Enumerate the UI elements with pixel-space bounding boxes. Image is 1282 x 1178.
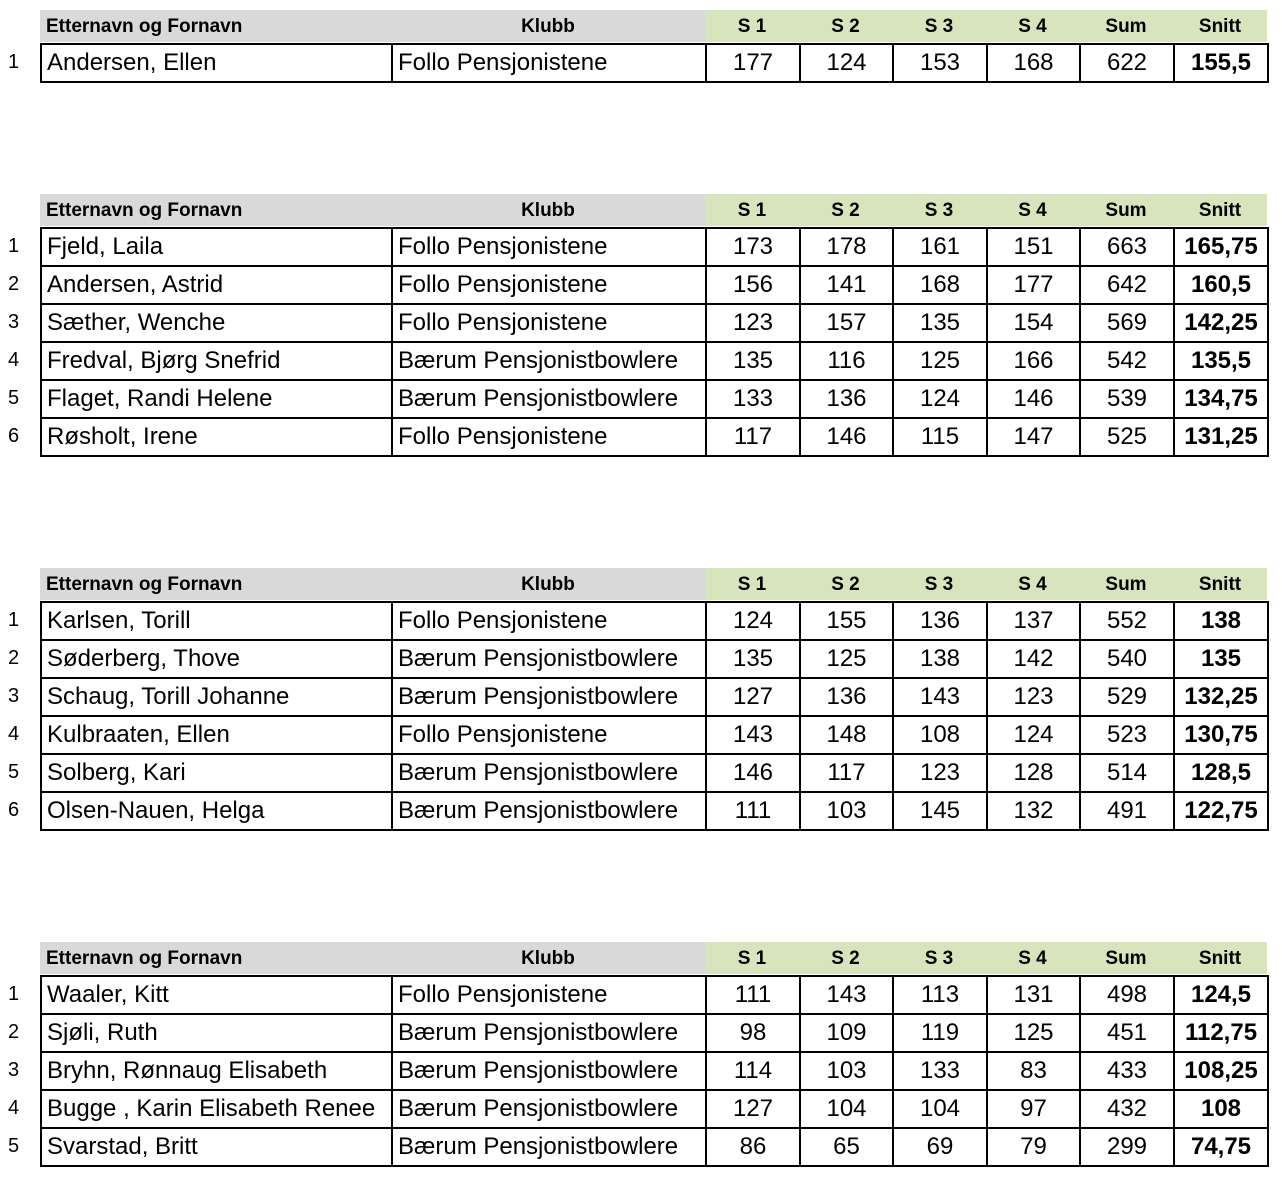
series-score-s4: 124 [987,716,1080,754]
average-score: 108 [1174,1090,1268,1128]
club-name: Bærum Pensjonistbowlere [392,1128,706,1166]
header-s1: S 1 [705,194,799,226]
series-score-s3: 119 [893,1014,987,1052]
series-score-s1: 86 [706,1128,800,1166]
club-name: Follo Pensjonistene [392,716,706,754]
table-row [41,792,1268,830]
series-score-s2: 143 [800,976,893,1014]
series-score-s1: 111 [706,976,800,1014]
series-score-s2: 157 [800,304,893,342]
sum-score: 622 [1080,44,1174,82]
series-score-s4: 147 [987,418,1080,456]
table-row [41,1014,1268,1052]
series-score-s1: 135 [706,342,800,380]
series-score-s1: 135 [706,640,800,678]
header-s3: S 3 [892,568,986,600]
series-score-s4: 177 [987,266,1080,304]
player-name: Bugge , Karin Elisabeth Renee [41,1090,392,1128]
player-name: Sjøli, Ruth [41,1014,392,1052]
rank-number: 4 [8,723,20,745]
average-score: 74,75 [1174,1128,1268,1166]
series-score-s2: 65 [800,1128,893,1166]
club-name: Follo Pensjonistene [392,976,706,1014]
average-score: 135,5 [1174,342,1268,380]
series-score-s4: 142 [987,640,1080,678]
series-score-s1: 98 [706,1014,800,1052]
series-score-s1: 117 [706,418,800,456]
player-name: Røsholt, Irene [41,418,392,456]
results-table [40,227,1269,457]
series-score-s4: 166 [987,342,1080,380]
average-score: 160,5 [1174,266,1268,304]
header-s3: S 3 [892,10,986,42]
series-score-s2: 124 [800,44,893,82]
rank-number: 1 [8,983,20,1005]
results-section [0,568,1282,833]
series-score-s2: 103 [800,792,893,830]
rank-number: 5 [8,1135,20,1157]
series-score-s2: 116 [800,342,893,380]
player-name: Fjeld, Laila [41,228,392,266]
sum-score: 432 [1080,1090,1174,1128]
club-name: Follo Pensjonistene [392,228,706,266]
series-score-s1: 123 [706,304,800,342]
rank-number: 2 [8,273,20,295]
header-s2: S 2 [799,568,892,600]
series-score-s4: 131 [987,976,1080,1014]
sum-score: 529 [1080,678,1174,716]
club-name: Follo Pensjonistene [392,418,706,456]
average-score: 124,5 [1174,976,1268,1014]
series-score-s4: 168 [987,44,1080,82]
player-name: Andersen, Astrid [41,266,392,304]
series-score-s2: 103 [800,1052,893,1090]
series-score-s3: 161 [893,228,987,266]
sum-score: 451 [1080,1014,1174,1052]
series-score-s2: 148 [800,716,893,754]
series-score-s4: 83 [987,1052,1080,1090]
club-name: Bærum Pensjonistbowlere [392,754,706,792]
club-name: Bærum Pensjonistbowlere [392,792,706,830]
series-score-s2: 178 [800,228,893,266]
player-name: Andersen, Ellen [41,44,392,82]
player-name: Fredval, Bjørg Snefrid [41,342,392,380]
average-score: 155,5 [1174,44,1268,82]
average-score: 131,25 [1174,418,1268,456]
series-score-s3: 125 [893,342,987,380]
header-club: Klubb [391,10,705,42]
average-score: 165,75 [1174,228,1268,266]
rank-number: 6 [8,425,20,447]
table-header [40,942,1267,974]
header-s2: S 2 [799,10,892,42]
rank-number: 4 [8,1097,20,1119]
header-name: Etternavn og Fornavn [40,194,391,226]
series-score-s3: 108 [893,716,987,754]
series-score-s3: 135 [893,304,987,342]
club-name: Follo Pensjonistene [392,602,706,640]
series-score-s4: 79 [987,1128,1080,1166]
sum-score: 663 [1080,228,1174,266]
header-avg: Snitt [1173,10,1267,42]
header-sum: Sum [1079,10,1173,42]
header-sum: Sum [1079,568,1173,600]
average-score: 135 [1174,640,1268,678]
series-score-s4: 137 [987,602,1080,640]
table-row [41,678,1268,716]
table-row [41,380,1268,418]
sum-score: 491 [1080,792,1174,830]
series-score-s1: 111 [706,792,800,830]
series-score-s3: 115 [893,418,987,456]
series-score-s2: 146 [800,418,893,456]
player-name: Karlsen, Torill [41,602,392,640]
sum-score: 433 [1080,1052,1174,1090]
player-name: Kulbraaten, Ellen [41,716,392,754]
series-score-s3: 69 [893,1128,987,1166]
header-s1: S 1 [705,568,799,600]
rank-number: 1 [8,235,20,257]
rank-number: 2 [8,1021,20,1043]
sum-score: 539 [1080,380,1174,418]
series-score-s2: 104 [800,1090,893,1128]
series-score-s2: 125 [800,640,893,678]
club-name: Follo Pensjonistene [392,304,706,342]
sum-score: 525 [1080,418,1174,456]
player-name: Solberg, Kari [41,754,392,792]
table-row [41,342,1268,380]
sum-score: 569 [1080,304,1174,342]
series-score-s1: 146 [706,754,800,792]
player-name: Olsen-Nauen, Helga [41,792,392,830]
series-score-s3: 104 [893,1090,987,1128]
table-row [41,976,1268,1014]
player-name: Bryhn, Rønnaug Elisabeth [41,1052,392,1090]
series-score-s4: 128 [987,754,1080,792]
header-s4: S 4 [986,10,1079,42]
sum-score: 542 [1080,342,1174,380]
results-section [0,942,1282,1169]
club-name: Bærum Pensjonistbowlere [392,342,706,380]
series-score-s2: 117 [800,754,893,792]
club-name: Bærum Pensjonistbowlere [392,1014,706,1052]
series-score-s3: 153 [893,44,987,82]
table-row [41,716,1268,754]
header-club: Klubb [391,568,705,600]
series-score-s1: 133 [706,380,800,418]
player-name: Schaug, Torill Johanne [41,678,392,716]
series-score-s2: 155 [800,602,893,640]
series-score-s1: 143 [706,716,800,754]
table-row [41,418,1268,456]
table-row [41,266,1268,304]
series-score-s3: 124 [893,380,987,418]
series-score-s3: 136 [893,602,987,640]
club-name: Follo Pensjonistene [392,44,706,82]
average-score: 128,5 [1174,754,1268,792]
table-row [41,44,1268,82]
sum-score: 498 [1080,976,1174,1014]
rank-number: 2 [8,647,20,669]
sum-score: 523 [1080,716,1174,754]
series-score-s1: 177 [706,44,800,82]
series-score-s4: 97 [987,1090,1080,1128]
results-table [40,43,1269,83]
rank-number: 5 [8,761,20,783]
series-score-s2: 136 [800,678,893,716]
header-avg: Snitt [1173,194,1267,226]
rank-number: 1 [8,609,20,631]
series-score-s1: 127 [706,1090,800,1128]
series-score-s3: 123 [893,754,987,792]
average-score: 132,25 [1174,678,1268,716]
sum-score: 642 [1080,266,1174,304]
header-club: Klubb [391,942,705,974]
series-score-s3: 168 [893,266,987,304]
header-avg: Snitt [1173,942,1267,974]
average-score: 134,75 [1174,380,1268,418]
series-score-s1: 124 [706,602,800,640]
results-table [40,601,1269,831]
table-row [41,754,1268,792]
header-name: Etternavn og Fornavn [40,942,391,974]
header-s4: S 4 [986,942,1079,974]
player-name: Svarstad, Britt [41,1128,392,1166]
series-score-s4: 132 [987,792,1080,830]
series-score-s1: 114 [706,1052,800,1090]
table-row [41,228,1268,266]
table-header [40,194,1267,226]
header-s2: S 2 [799,942,892,974]
sum-score: 299 [1080,1128,1174,1166]
results-section [0,194,1282,459]
series-score-s1: 127 [706,678,800,716]
header-s1: S 1 [705,10,799,42]
rank-number: 3 [8,311,20,333]
table-header [40,10,1267,42]
results-section [0,10,1282,85]
series-score-s3: 143 [893,678,987,716]
series-score-s1: 156 [706,266,800,304]
series-score-s2: 141 [800,266,893,304]
series-score-s4: 125 [987,1014,1080,1052]
player-name: Waaler, Kitt [41,976,392,1014]
club-name: Follo Pensjonistene [392,266,706,304]
header-name: Etternavn og Fornavn [40,568,391,600]
rank-number: 3 [8,1059,20,1081]
rank-number: 6 [8,799,20,821]
average-score: 112,75 [1174,1014,1268,1052]
series-score-s3: 113 [893,976,987,1014]
club-name: Bærum Pensjonistbowlere [392,640,706,678]
header-sum: Sum [1079,194,1173,226]
average-score: 122,75 [1174,792,1268,830]
club-name: Bærum Pensjonistbowlere [392,380,706,418]
header-s2: S 2 [799,194,892,226]
results-table [40,975,1269,1167]
player-name: Sæther, Wenche [41,304,392,342]
club-name: Bærum Pensjonistbowlere [392,1090,706,1128]
club-name: Bærum Pensjonistbowlere [392,678,706,716]
header-s1: S 1 [705,942,799,974]
rank-number: 4 [8,349,20,371]
sum-score: 552 [1080,602,1174,640]
table-row [41,640,1268,678]
club-name: Bærum Pensjonistbowlere [392,1052,706,1090]
table-row [41,1052,1268,1090]
header-s3: S 3 [892,194,986,226]
player-name: Flaget, Randi Helene [41,380,392,418]
table-row [41,602,1268,640]
header-s3: S 3 [892,942,986,974]
table-row [41,304,1268,342]
series-score-s3: 133 [893,1052,987,1090]
series-score-s1: 173 [706,228,800,266]
player-name: Søderberg, Thove [41,640,392,678]
series-score-s4: 151 [987,228,1080,266]
series-score-s4: 146 [987,380,1080,418]
series-score-s2: 136 [800,380,893,418]
header-s4: S 4 [986,194,1079,226]
average-score: 138 [1174,602,1268,640]
header-avg: Snitt [1173,568,1267,600]
header-sum: Sum [1079,942,1173,974]
rank-number: 5 [8,387,20,409]
series-score-s3: 138 [893,640,987,678]
sum-score: 540 [1080,640,1174,678]
table-row [41,1090,1268,1128]
header-name: Etternavn og Fornavn [40,10,391,42]
average-score: 142,25 [1174,304,1268,342]
rank-number: 3 [8,685,20,707]
series-score-s4: 123 [987,678,1080,716]
sum-score: 514 [1080,754,1174,792]
average-score: 108,25 [1174,1052,1268,1090]
series-score-s4: 154 [987,304,1080,342]
average-score: 130,75 [1174,716,1268,754]
table-row [41,1128,1268,1166]
rank-number: 1 [8,51,20,73]
series-score-s3: 145 [893,792,987,830]
table-header [40,568,1267,600]
header-club: Klubb [391,194,705,226]
series-score-s2: 109 [800,1014,893,1052]
header-s4: S 4 [986,568,1079,600]
